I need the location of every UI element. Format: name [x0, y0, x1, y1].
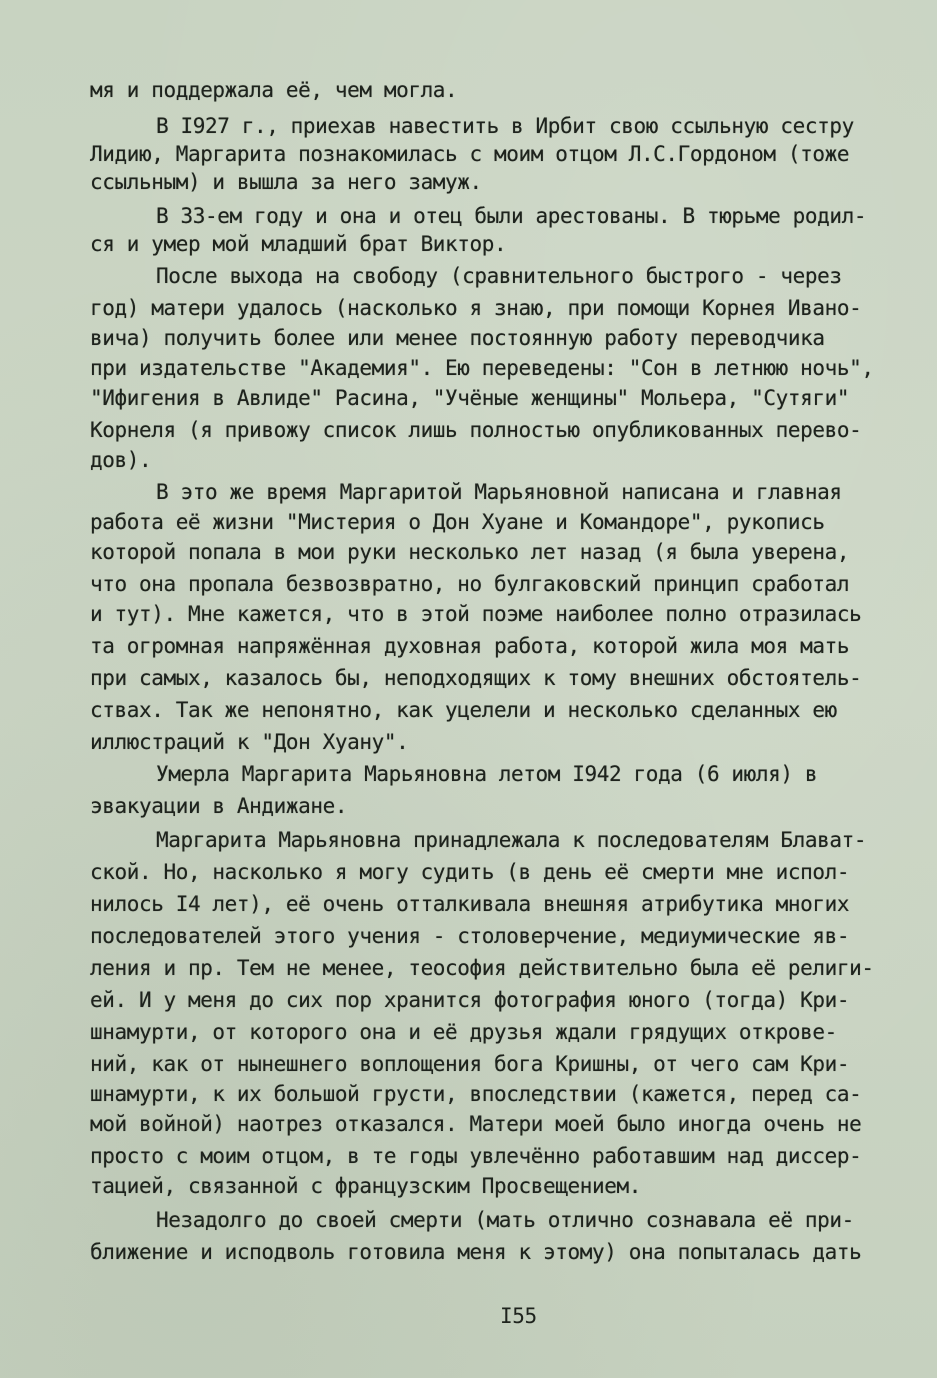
text-line: ний, как от нынешнего воплощения бога Кришны, от чего сам Кри-	[90, 1052, 850, 1076]
text-line: "Ифигения в Авлиде" Расина, "Учёные женщины" Мольера, "Сутяги"	[90, 386, 850, 410]
text-line: что она пропала безвозвратно, но булгаковский принцип сработал	[90, 572, 850, 596]
text-line: шнамурти, к их большой грусти, впоследствии (кажется, перед са-	[90, 1082, 862, 1106]
text-line: ся и умер мой младший брат Виктор.	[90, 232, 507, 256]
text-line: В это же время Маргаритой Марьяновной написана и главная	[156, 480, 842, 504]
text-line: которой попала в мои руки несколько лет назад (я была уверена,	[90, 540, 850, 564]
text-line: Лидию, Маргарита познакомилась с моим отцом Л.С.Гордоном (тоже	[90, 142, 850, 166]
text-line: вича) получить более или менее постоянную работу переводчика	[90, 326, 825, 350]
page-number: I55	[500, 1304, 537, 1328]
text-line: та огромная напряжённая духовная работа, которой жила моя мать	[90, 634, 850, 658]
text-line: Корнеля (я привожу список лишь полностью опубликованных перево-	[90, 418, 862, 442]
text-line: ближение и исподволь готовила меня к этому) она попыталась дать	[90, 1240, 862, 1264]
text-line: нилось I4 лет), её очень отталкивала внешняя атрибутика многих	[90, 892, 850, 916]
text-line: иллюстраций к "Дон Хуану".	[90, 730, 409, 754]
text-line: ской. Но, насколько я могу судить (в день её смерти мне испол-	[90, 860, 850, 884]
text-line: работа её жизни "Мистерия о Дон Хуане и Командоре", рукопись	[90, 510, 825, 534]
text-line: просто с моим отцом, в те годы увлечённо работавшим над диссер-	[90, 1144, 862, 1168]
text-line: год) матери удалось (насколько я знаю, при помощи Корнея Ивано-	[90, 296, 862, 320]
text-line: Маргарита Марьяновна принадлежала к последователям Блават-	[156, 828, 867, 852]
text-line: последователей этого учения - столоверчение, медиумические яв-	[90, 924, 850, 948]
text-line: и тут). Мне кажется, что в этой поэме наиболее полно отразилась	[90, 602, 862, 626]
text-line: тацией, связанной с французским Просвещением.	[90, 1174, 641, 1198]
text-line: Умерла Маргарита Марьяновна летом I942 года (6 июля) в	[156, 762, 818, 786]
text-line: эвакуации в Андижане.	[90, 794, 348, 818]
text-line: при издательстве "Академия". Ею переведены: "Сон в летнюю ночь",	[90, 356, 874, 380]
text-line: ей. И у меня до сих пор хранится фотография юного (тогда) Кри-	[90, 988, 850, 1012]
text-line: В I927 г., приехав навестить в Ирбит свою ссыльную сестру	[156, 114, 854, 138]
text-line: мой войной) наотрез отказался. Матери моей было иногда очень не	[90, 1112, 862, 1136]
text-line: мя и поддержала её, чем могла.	[90, 78, 458, 102]
text-line: при самых, казалось бы, неподходящих к тому внешних обстоятель-	[90, 666, 862, 690]
text-line: ствах. Так же непонятно, как уцелели и несколько сделанных ею	[90, 698, 837, 722]
text-line: шнамурти, от которого она и её друзья ждали грядущих открове-	[90, 1020, 837, 1044]
text-line: В 33-ем году и она и отец были арестованы. В тюрьме родил-	[156, 204, 867, 228]
text-line: дов).	[90, 448, 152, 472]
text-line: После выхода на свободу (сравнительного быстрого - через	[156, 264, 842, 288]
text-line: ссыльным) и вышла за него замуж.	[90, 170, 482, 194]
text-line: Незадолго до своей смерти (мать отлично сознавала её при-	[156, 1208, 854, 1232]
text-line: ления и пр. Тем не менее, теософия действительно была её религи-	[90, 956, 874, 980]
